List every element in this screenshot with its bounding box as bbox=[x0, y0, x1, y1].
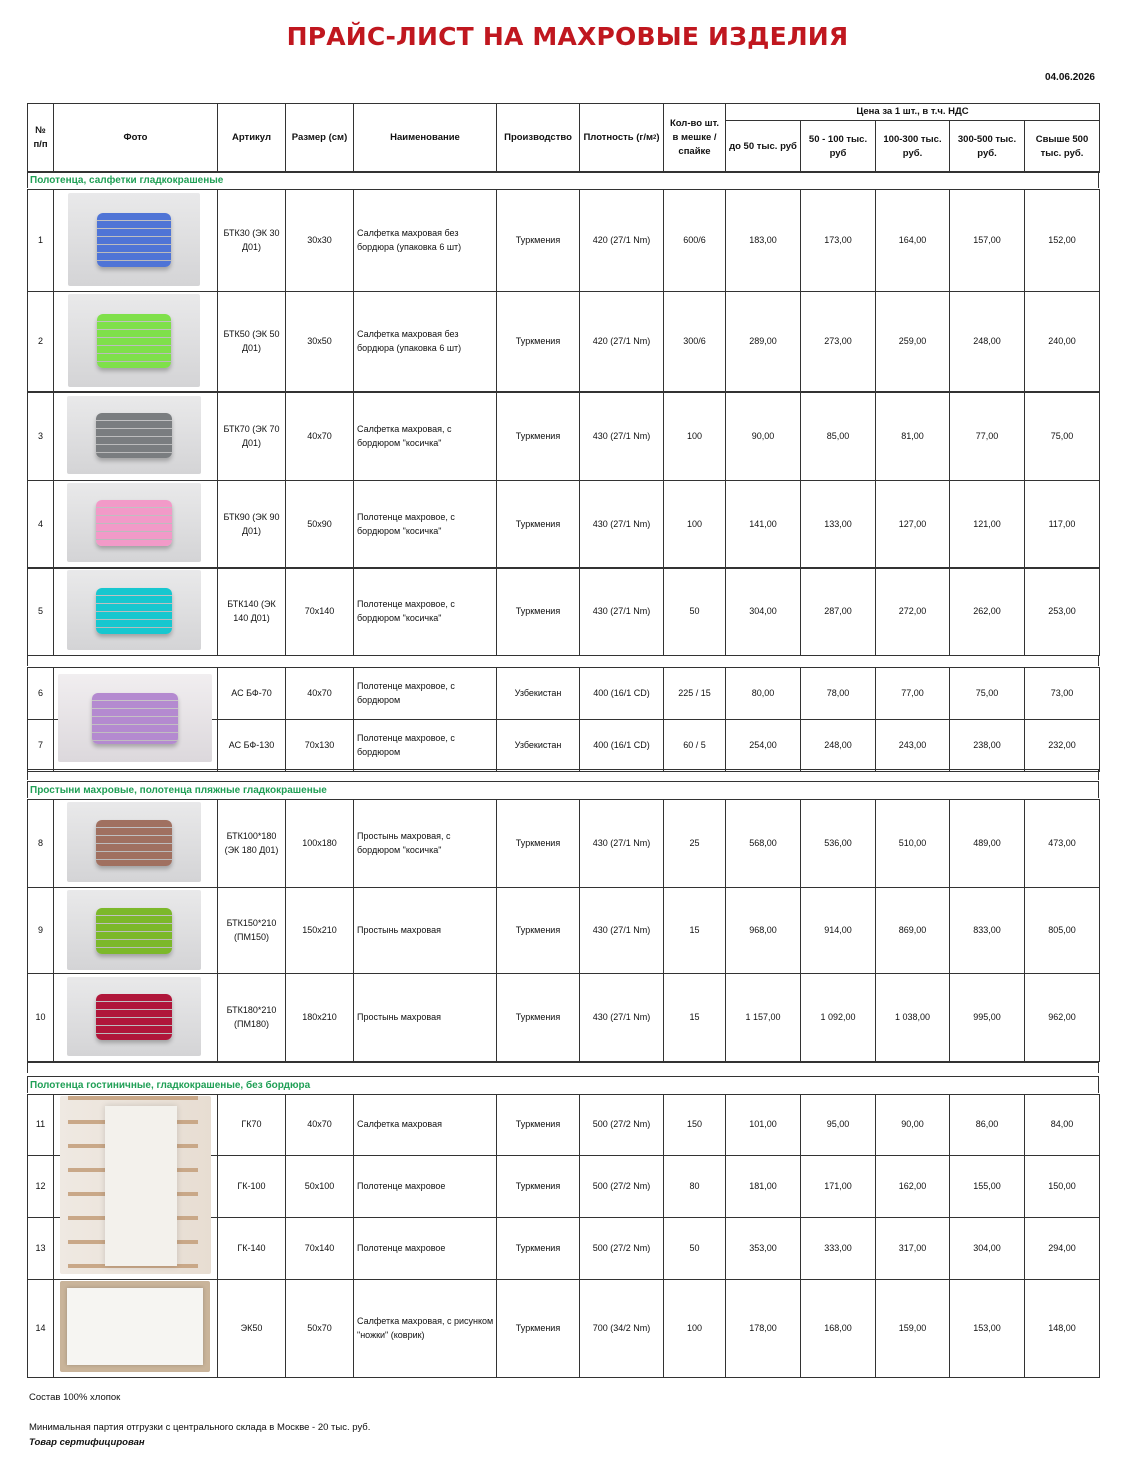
article-code: БТК50 (ЭК 50 Д01) bbox=[218, 292, 286, 392]
header-price-tier: Свыше 500 тыс. руб. bbox=[1025, 121, 1100, 173]
price-value: 473,00 bbox=[1025, 800, 1100, 888]
price-value: 869,00 bbox=[876, 888, 950, 974]
towel-photo-blue bbox=[68, 193, 200, 286]
size-value: 40х70 bbox=[286, 393, 354, 481]
towel-stack bbox=[96, 413, 171, 458]
header-production: Производство bbox=[497, 104, 580, 173]
price-value: 80,00 bbox=[726, 668, 801, 720]
towel-photo-gray bbox=[67, 396, 201, 474]
price-value: 232,00 bbox=[1025, 720, 1100, 772]
price-value: 317,00 bbox=[876, 1218, 950, 1280]
price-value: 510,00 bbox=[876, 800, 950, 888]
row-number: 6 bbox=[28, 668, 54, 720]
article-code: БТК30 (ЭК 30 Д01) bbox=[218, 190, 286, 292]
row-number: 12 bbox=[28, 1156, 54, 1218]
size-value: 30х50 bbox=[286, 292, 354, 392]
header-article: Артикул bbox=[218, 104, 286, 173]
price-value: 243,00 bbox=[876, 720, 950, 772]
footer-composition: Состав 100% хлопок bbox=[29, 1392, 121, 1403]
product-name: Салфетка махровая без бордюра (упаковка 6 шт) bbox=[354, 190, 497, 292]
production-country: Туркмения bbox=[497, 1218, 580, 1280]
price-value: 133,00 bbox=[801, 481, 876, 569]
towel-photo-turquoise bbox=[67, 570, 201, 650]
price-value: 162,00 bbox=[876, 1156, 950, 1218]
product-name: Полотенце махровое, с бордюром "косичка" bbox=[354, 481, 497, 569]
article-code: БТК70 (ЭК 70 Д01) bbox=[218, 393, 286, 481]
row-number: 2 bbox=[28, 292, 54, 392]
size-value: 50х90 bbox=[286, 481, 354, 569]
towel-stack bbox=[92, 693, 178, 744]
pack-qty: 50 bbox=[664, 568, 726, 656]
size-value: 70х140 bbox=[286, 1218, 354, 1280]
towel-stack bbox=[96, 994, 171, 1040]
production-country: Туркмения bbox=[497, 190, 580, 292]
article-code: АС БФ-130 bbox=[218, 720, 286, 772]
pack-qty: 15 bbox=[664, 974, 726, 1062]
header-price-group: Цена за 1 шт., в т.ч. НДС bbox=[726, 104, 1100, 121]
towel-photo-burgundy bbox=[67, 977, 201, 1056]
price-value: 568,00 bbox=[726, 800, 801, 888]
production-country: Туркмения bbox=[497, 1156, 580, 1218]
table-header bbox=[27, 103, 1100, 173]
pack-qty: 150 bbox=[664, 1095, 726, 1156]
section-title: Полотенца, салфетки гладкокрашеные bbox=[27, 171, 1099, 188]
price-value: 75,00 bbox=[950, 668, 1025, 720]
size-value: 100х180 bbox=[286, 800, 354, 888]
density-value: 430 (27/1 Nm) bbox=[580, 974, 664, 1062]
production-country: Узбекистан bbox=[497, 720, 580, 772]
price-value: 95,00 bbox=[801, 1095, 876, 1156]
row-number: 5 bbox=[28, 568, 54, 656]
price-value: 148,00 bbox=[1025, 1280, 1100, 1378]
price-value: 805,00 bbox=[1025, 888, 1100, 974]
size-value: 50х100 bbox=[286, 1156, 354, 1218]
price-value: 152,00 bbox=[1025, 190, 1100, 292]
towel-photo-pink bbox=[67, 483, 201, 562]
price-value: 78,00 bbox=[801, 668, 876, 720]
article-code: БТК150*210 (ПМ150) bbox=[218, 888, 286, 974]
article-code: АС БФ-70 bbox=[218, 668, 286, 720]
price-value: 1 092,00 bbox=[801, 974, 876, 1062]
row-number: 1 bbox=[28, 190, 54, 292]
product-name: Салфетка махровая, с бордюром "косичка" bbox=[354, 393, 497, 481]
pack-qty: 50 bbox=[664, 1218, 726, 1280]
row-number: 13 bbox=[28, 1218, 54, 1280]
price-value: 153,00 bbox=[950, 1280, 1025, 1378]
price-value: 833,00 bbox=[950, 888, 1025, 974]
separator-line bbox=[27, 655, 1099, 666]
product-name: Простынь махровая, с бордюром "косичка" bbox=[354, 800, 497, 888]
density-value: 400 (16/1 CD) bbox=[580, 720, 664, 772]
price-value: 90,00 bbox=[876, 1095, 950, 1156]
density-value: 400 (16/1 CD) bbox=[580, 668, 664, 720]
hotel-towel-photo bbox=[60, 1096, 211, 1274]
row-number: 11 bbox=[28, 1095, 54, 1156]
price-value: 117,00 bbox=[1025, 481, 1100, 569]
header-num: № п/п bbox=[28, 104, 54, 173]
production-country: Туркмения bbox=[497, 1095, 580, 1156]
price-value: 75,00 bbox=[1025, 393, 1100, 481]
price-value: 84,00 bbox=[1025, 1095, 1100, 1156]
size-value: 70х130 bbox=[286, 720, 354, 772]
price-value: 489,00 bbox=[950, 800, 1025, 888]
towel-stack bbox=[96, 820, 171, 866]
product-name: Полотенце махровое, с бордюром bbox=[354, 720, 497, 772]
density-value: 430 (27/1 Nm) bbox=[580, 481, 664, 569]
production-country: Туркмения bbox=[497, 481, 580, 569]
price-value: 121,00 bbox=[950, 481, 1025, 569]
towel-photo-green bbox=[68, 294, 200, 387]
article-code: БТК180*210 (ПМ180) bbox=[218, 974, 286, 1062]
price-value: 90,00 bbox=[726, 393, 801, 481]
header-price-tier: 300-500 тыс. руб. bbox=[950, 121, 1025, 173]
price-value: 914,00 bbox=[801, 888, 876, 974]
product-name: Простынь махровая bbox=[354, 974, 497, 1062]
production-country: Узбекистан bbox=[497, 668, 580, 720]
separator-line bbox=[27, 1062, 1099, 1073]
price-value: 150,00 bbox=[1025, 1156, 1100, 1218]
pack-qty: 15 bbox=[664, 888, 726, 974]
header-qty: Кол-во шт. в мешке / спайке bbox=[664, 104, 726, 173]
price-value: 141,00 bbox=[726, 481, 801, 569]
price-value: 353,00 bbox=[726, 1218, 801, 1280]
size-value: 150х210 bbox=[286, 888, 354, 974]
price-value: 333,00 bbox=[801, 1218, 876, 1280]
bath-mat-photo bbox=[60, 1281, 210, 1372]
towel-stack bbox=[97, 314, 171, 368]
article-code: БТК90 (ЭК 90 Д01) bbox=[218, 481, 286, 569]
size-value: 40х70 bbox=[286, 668, 354, 720]
density-value: 500 (27/2 Nm) bbox=[580, 1095, 664, 1156]
size-value: 70х140 bbox=[286, 568, 354, 656]
pack-qty: 100 bbox=[664, 393, 726, 481]
price-value: 968,00 bbox=[726, 888, 801, 974]
price-value: 294,00 bbox=[1025, 1218, 1100, 1280]
section-title: Простыни махровые, полотенца пляжные гладкокрашеные bbox=[27, 781, 1099, 798]
density-value: 500 (27/2 Nm) bbox=[580, 1156, 664, 1218]
density-value: 500 (27/2 Nm) bbox=[580, 1218, 664, 1280]
towel-stack bbox=[96, 908, 171, 954]
price-value: 183,00 bbox=[726, 190, 801, 292]
price-value: 259,00 bbox=[876, 292, 950, 392]
size-value: 180х210 bbox=[286, 974, 354, 1062]
price-value: 273,00 bbox=[801, 292, 876, 392]
product-name: Салфетка махровая, с рисунком "ножки" (коврик) bbox=[354, 1280, 497, 1378]
hanging-towels bbox=[105, 1106, 177, 1266]
price-value: 159,00 bbox=[876, 1280, 950, 1378]
price-value: 248,00 bbox=[950, 292, 1025, 392]
article-code: БТК100*180 (ЭК 180 Д01) bbox=[218, 800, 286, 888]
section-title: Полотенца гостиничные, гладкокрашеные, без бордюра bbox=[27, 1076, 1099, 1093]
header-photo: Фото bbox=[54, 104, 218, 173]
towel-photo-olive bbox=[67, 890, 201, 970]
header-price-tier: 100-300 тыс. руб. bbox=[876, 121, 950, 173]
price-value: 262,00 bbox=[950, 568, 1025, 656]
production-country: Туркмения bbox=[497, 888, 580, 974]
header-density: Плотность (г/м 2 ) bbox=[580, 104, 664, 173]
product-name: Полотенце махровое, с бордюром bbox=[354, 668, 497, 720]
price-value: 287,00 bbox=[801, 568, 876, 656]
header-size: Размер (см) bbox=[286, 104, 354, 173]
pack-qty: 100 bbox=[664, 481, 726, 569]
production-country: Туркмения bbox=[497, 292, 580, 392]
article-code: ГК-140 bbox=[218, 1218, 286, 1280]
price-value: 164,00 bbox=[876, 190, 950, 292]
price-value: 253,00 bbox=[1025, 568, 1100, 656]
row-number: 7 bbox=[28, 720, 54, 772]
price-value: 254,00 bbox=[726, 720, 801, 772]
density-value: 420 (27/1 Nm) bbox=[580, 292, 664, 392]
production-country: Туркмения bbox=[497, 393, 580, 481]
density-value: 430 (27/1 Nm) bbox=[580, 888, 664, 974]
size-value: 50х70 bbox=[286, 1280, 354, 1378]
density-value: 430 (27/1 Nm) bbox=[580, 800, 664, 888]
header-price-tier: 50 - 100 тыс. руб bbox=[801, 121, 876, 173]
towel-stack bbox=[96, 588, 171, 634]
towel-stack bbox=[97, 213, 171, 267]
production-country: Туркмения bbox=[497, 568, 580, 656]
size-value: 30х30 bbox=[286, 190, 354, 292]
price-value: 304,00 bbox=[726, 568, 801, 656]
pack-qty: 80 bbox=[664, 1156, 726, 1218]
product-name: Салфетка махровая bbox=[354, 1095, 497, 1156]
header-price-tier: до 50 тыс. руб bbox=[726, 121, 801, 173]
row-number: 3 bbox=[28, 393, 54, 481]
price-value: 536,00 bbox=[801, 800, 876, 888]
article-code: ГК-100 bbox=[218, 1156, 286, 1218]
price-value: 155,00 bbox=[950, 1156, 1025, 1218]
price-value: 127,00 bbox=[876, 481, 950, 569]
density-value: 420 (27/1 Nm) bbox=[580, 190, 664, 292]
product-name: Салфетка махровая без бордюра (упаковка 6 шт) bbox=[354, 292, 497, 392]
article-code: ЭК50 bbox=[218, 1280, 286, 1378]
price-value: 86,00 bbox=[950, 1095, 1025, 1156]
price-value: 77,00 bbox=[950, 393, 1025, 481]
row-number: 9 bbox=[28, 888, 54, 974]
price-value: 157,00 bbox=[950, 190, 1025, 292]
row-number: 8 bbox=[28, 800, 54, 888]
product-name: Полотенце махровое bbox=[354, 1218, 497, 1280]
production-country: Туркмения bbox=[497, 974, 580, 1062]
price-value: 1 038,00 bbox=[876, 974, 950, 1062]
pack-qty: 100 bbox=[664, 1280, 726, 1378]
price-value: 77,00 bbox=[876, 668, 950, 720]
price-value: 1 157,00 bbox=[726, 974, 801, 1062]
price-value: 995,00 bbox=[950, 974, 1025, 1062]
pack-qty: 300/6 bbox=[664, 292, 726, 392]
production-country: Туркмения bbox=[497, 800, 580, 888]
price-value: 173,00 bbox=[801, 190, 876, 292]
price-value: 240,00 bbox=[1025, 292, 1100, 392]
price-value: 73,00 bbox=[1025, 668, 1100, 720]
row-number: 4 bbox=[28, 481, 54, 569]
article-code: ГК70 bbox=[218, 1095, 286, 1156]
row-number: 10 bbox=[28, 974, 54, 1062]
density-value: 700 (34/2 Nm) bbox=[580, 1280, 664, 1378]
pack-qty: 225 / 15 bbox=[664, 668, 726, 720]
price-value: 248,00 bbox=[801, 720, 876, 772]
price-value: 238,00 bbox=[950, 720, 1025, 772]
towel-photo-brown bbox=[67, 802, 201, 882]
towel-stack bbox=[96, 500, 171, 546]
product-name: Простынь махровая bbox=[354, 888, 497, 974]
footer-certified: Товар сертифицирован bbox=[29, 1437, 145, 1448]
pack-qty: 600/6 bbox=[664, 190, 726, 292]
price-value: 289,00 bbox=[726, 292, 801, 392]
price-value: 168,00 bbox=[801, 1280, 876, 1378]
price-value: 272,00 bbox=[876, 568, 950, 656]
bath-mat bbox=[67, 1288, 203, 1365]
price-value: 81,00 bbox=[876, 393, 950, 481]
footer-min-order: Минимальная партия отгрузки с центрального склада в Москве - 20 тыс. руб. bbox=[29, 1422, 371, 1433]
price-value: 178,00 bbox=[726, 1280, 801, 1378]
article-code: БТК140 (ЭК 140 Д01) bbox=[218, 568, 286, 656]
price-value: 85,00 bbox=[801, 393, 876, 481]
towel-photo-lilac bbox=[58, 674, 212, 762]
size-value: 40х70 bbox=[286, 1095, 354, 1156]
product-name: Полотенце махровое bbox=[354, 1156, 497, 1218]
pack-qty: 60 / 5 bbox=[664, 720, 726, 772]
price-list-date: 04.06.2026 bbox=[1044, 72, 1095, 83]
header-name: Наименование bbox=[354, 104, 497, 173]
price-value: 181,00 bbox=[726, 1156, 801, 1218]
density-value: 430 (27/1 Nm) bbox=[580, 568, 664, 656]
page-title: ПРАЙС-ЛИСТ НА МАХРОВЫЕ ИЗДЕЛИЯ bbox=[286, 22, 849, 51]
product-name: Полотенце махровое, с бордюром "косичка" bbox=[354, 568, 497, 656]
production-country: Туркмения bbox=[497, 1280, 580, 1378]
price-value: 171,00 bbox=[801, 1156, 876, 1218]
row-number: 14 bbox=[28, 1280, 54, 1378]
density-value: 430 (27/1 Nm) bbox=[580, 393, 664, 481]
pack-qty: 25 bbox=[664, 800, 726, 888]
price-value: 304,00 bbox=[950, 1218, 1025, 1280]
price-value: 101,00 bbox=[726, 1095, 801, 1156]
price-value: 962,00 bbox=[1025, 974, 1100, 1062]
